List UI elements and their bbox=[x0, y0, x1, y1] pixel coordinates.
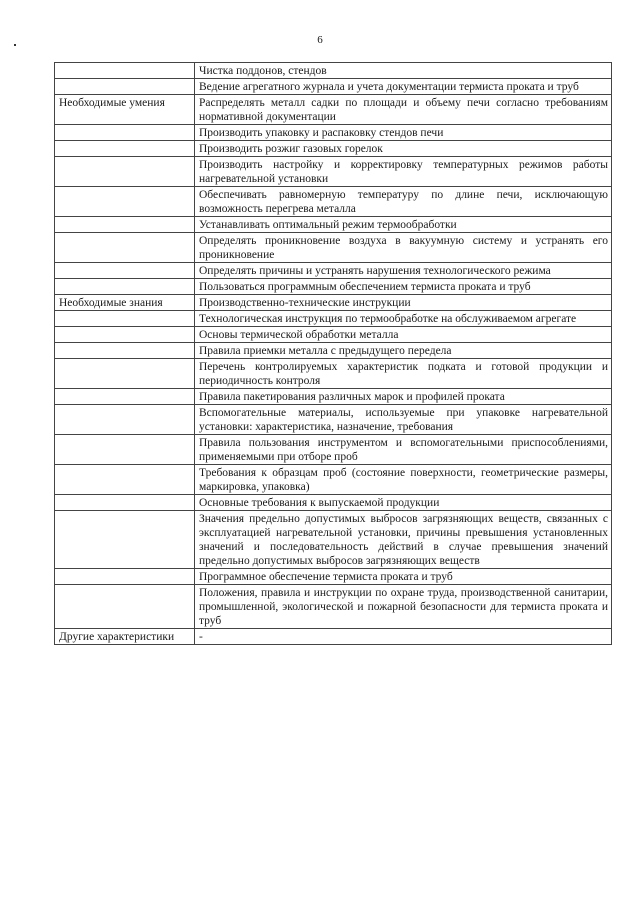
category-cell bbox=[55, 343, 195, 359]
category-cell bbox=[55, 405, 195, 435]
category-cell bbox=[55, 327, 195, 343]
table-row bbox=[55, 629, 612, 645]
item-text: Обеспечивать равномерную температуру по длине печи, исключающую возможность перегрева металла bbox=[195, 187, 612, 217]
item-text: - bbox=[195, 629, 612, 645]
table-row bbox=[55, 263, 612, 279]
table-row bbox=[55, 311, 612, 327]
category-cell bbox=[55, 79, 195, 95]
item-text: Пользоваться программным обеспечением термиста проката и труб bbox=[195, 279, 612, 295]
competency-table bbox=[54, 62, 612, 645]
item-text: Производить розжиг газовых горелок bbox=[195, 141, 612, 157]
item-text: Производить настройку и корректировку температурных режимов работы нагревательной установки bbox=[195, 157, 612, 187]
category-cell bbox=[55, 125, 195, 141]
category-label: Необходимые умения bbox=[55, 95, 195, 125]
item-text: Правила пакетирования различных марок и профилей проката bbox=[195, 389, 612, 405]
table-row bbox=[55, 343, 612, 359]
category-cell bbox=[55, 359, 195, 389]
category-cell bbox=[55, 187, 195, 217]
table-row bbox=[55, 63, 612, 79]
page-number: 6 bbox=[317, 34, 323, 46]
category-cell bbox=[55, 495, 195, 511]
table-row bbox=[55, 327, 612, 343]
table-row bbox=[55, 217, 612, 233]
category-cell bbox=[55, 569, 195, 585]
category-cell bbox=[55, 233, 195, 263]
category-label: Другие характеристики bbox=[55, 629, 195, 645]
category-cell bbox=[55, 217, 195, 233]
item-text: Распределять металл садки по площади и объему печи согласно требованиям нормативной документации bbox=[195, 95, 612, 125]
table-row bbox=[55, 141, 612, 157]
item-text: Перечень контролируемых характеристик подката и готовой продукции и периодичность контроля bbox=[195, 359, 612, 389]
item-text: Ведение агрегатного журнала и учета документации термиста проката и труб bbox=[195, 79, 612, 95]
table-row bbox=[55, 79, 612, 95]
table-row bbox=[55, 157, 612, 187]
item-text: Производственно-технические инструкции bbox=[195, 295, 612, 311]
category-cell bbox=[55, 511, 195, 569]
table-row bbox=[55, 585, 612, 629]
category-cell bbox=[55, 157, 195, 187]
table-row bbox=[55, 187, 612, 217]
category-cell bbox=[55, 311, 195, 327]
category-label: Необходимые знания bbox=[55, 295, 195, 311]
item-text: Устанавливать оптимальный режим термообработки bbox=[195, 217, 612, 233]
item-text: Основы термической обработки металла bbox=[195, 327, 612, 343]
category-cell bbox=[55, 585, 195, 629]
table-row bbox=[55, 389, 612, 405]
item-text: Основные требования к выпускаемой продукции bbox=[195, 495, 612, 511]
category-cell bbox=[55, 141, 195, 157]
table-row bbox=[55, 125, 612, 141]
table-row bbox=[55, 435, 612, 465]
margin-mark bbox=[14, 44, 16, 46]
item-text: Программное обеспечение термиста проката и труб bbox=[195, 569, 612, 585]
category-cell bbox=[55, 435, 195, 465]
item-text: Технологическая инструкция по термообработке на обслуживаемом агрегате bbox=[195, 311, 612, 327]
table-row bbox=[55, 233, 612, 263]
item-text: Требования к образцам проб (состояние поверхности, геометрические размеры, маркировка, упаковка) bbox=[195, 465, 612, 495]
category-cell bbox=[55, 279, 195, 295]
category-label bbox=[55, 63, 195, 79]
category-cell bbox=[55, 465, 195, 495]
table-row bbox=[55, 511, 612, 569]
item-text: Правила приемки металла с предыдущего передела bbox=[195, 343, 612, 359]
table-row bbox=[55, 295, 612, 311]
item-text: Значения предельно допустимых выбросов загрязняющих веществ, связанных с эксплуатацией нагревательной установки, причины превышения установленных значений и последовательность действий в случае превышения значений предельно допустимых выбросов загрязняющих веществ bbox=[195, 511, 612, 569]
category-cell bbox=[55, 389, 195, 405]
table-row bbox=[55, 279, 612, 295]
item-text: Положения, правила и инструкции по охране труда, производственной санитарии, промышленной, экологической и пожарной безопасности для термиста проката и труб bbox=[195, 585, 612, 629]
table-row bbox=[55, 95, 612, 125]
table-row bbox=[55, 405, 612, 435]
item-text: Производить упаковку и распаковку стендов печи bbox=[195, 125, 612, 141]
table-row bbox=[55, 569, 612, 585]
table-row bbox=[55, 465, 612, 495]
item-text: Правила пользования инструментом и вспомогательными приспособлениями, применяемыми при отборе проб bbox=[195, 435, 612, 465]
table-row bbox=[55, 495, 612, 511]
table-row bbox=[55, 359, 612, 389]
category-cell bbox=[55, 263, 195, 279]
item-text: Определять проникновение воздуха в вакуумную систему и устранять его проникновение bbox=[195, 233, 612, 263]
item-text: Вспомогательные материалы, используемые при упаковке нагревательной установки: характеристика, назначение, требования bbox=[195, 405, 612, 435]
item-text: Определять причины и устранять нарушения технологического режима bbox=[195, 263, 612, 279]
item-text: Чистка поддонов, стендов bbox=[195, 63, 612, 79]
